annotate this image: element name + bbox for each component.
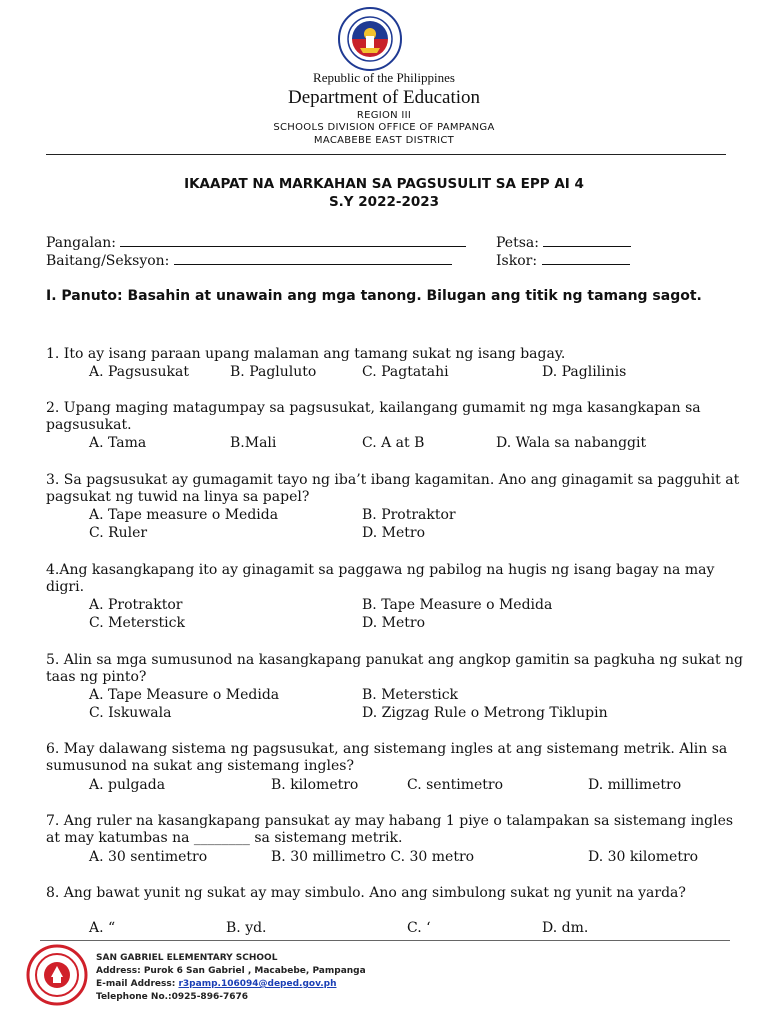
question-1: 1. Ito ay isang paraan upang malaman ang tamang sukat ng isang bagay.: [46, 346, 566, 362]
section-field[interactable]: [46, 252, 452, 269]
district-line: MACABEBE EAST DISTRICT: [313, 135, 455, 146]
q5-option-a[interactable]: A. Tape Measure o Medida: [89, 687, 280, 703]
question-7: 7. Ang ruler na kasangkapang pansukat ay may habang 1 piye o talampakan sa sistemang ingles at may katumbas na ________ sa sistemang metrik.: [46, 813, 734, 846]
instructions: I. Panuto: Basahin at unawain ang mga tanong. Bilugan ang titik ng tamang sagot.: [46, 288, 702, 304]
q3-option-a[interactable]: A. Tape measure o Medida: [89, 507, 279, 523]
footer-email-link[interactable]: r3pamp.106094@deped.gov.ph: [178, 979, 337, 989]
question-2: 2. Upang maging matagumpay sa pagsusukat, kailangang gumamit ng mga kasangkapan sa pagsusukat.: [46, 400, 701, 433]
q1-option-b[interactable]: B. Pagluluto: [230, 364, 317, 380]
q2-option-d[interactable]: D. Wala sa nabanggit: [496, 435, 647, 451]
question-8: 8. Ang bawat yunit ng sukat ay may simbulo. Ano ang simbulong sukat ng yunit na yarda?: [46, 885, 686, 901]
header-divider: [46, 154, 726, 155]
footer-email-row: [96, 979, 337, 989]
date-label: Petsa:: [496, 235, 539, 251]
name-blank[interactable]: [120, 234, 466, 247]
score-blank[interactable]: [542, 252, 630, 265]
section-label: Baitang/Seksyon:: [46, 253, 170, 269]
school-logo-icon: [26, 944, 88, 1006]
name-field[interactable]: [46, 234, 466, 251]
score-field[interactable]: [496, 252, 630, 269]
question-3: 3. Sa pagsusukat ay gumagamit tayo ng iba’t ibang kagamitan. Ano ang ginagamit sa pagguhit at pagsukat ng tuwid na linya sa papel?: [46, 472, 740, 505]
footer-address: Address: Purok 6 San Gabriel , Macabebe, Pampanga: [96, 966, 366, 976]
question-5: 5. Alin sa mga sumusunod na kasangkapang panukat ang angkop gamitin sa pagkuha ng sukat ng taas ng pinto?: [46, 652, 744, 685]
q8-option-b[interactable]: B. yd.: [226, 920, 267, 936]
q4-option-a[interactable]: A. Protraktor: [89, 597, 183, 613]
q4-option-d[interactable]: D. Metro: [362, 615, 425, 631]
footer-school-name: SAN GABRIEL ELEMENTARY SCHOOL: [96, 953, 278, 963]
name-label: Pangalan:: [46, 235, 117, 251]
q6-option-a[interactable]: A. pulgada: [89, 777, 166, 793]
q5-option-c[interactable]: C. Iskuwala: [89, 705, 172, 721]
q7-option-b-c[interactable]: B. 30 millimetro C. 30 metro: [271, 849, 475, 865]
question-6: 6. May dalawang sistema ng pagsusukat, ang sistemang ingles at ang sistemang metrik. Alin sa sumusunod na sukat ang sistemang ingles?: [46, 741, 728, 774]
q3-option-c[interactable]: C. Ruler: [89, 525, 148, 541]
question-4: 4.Ang kasangkapang ito ay ginagamit sa paggawa ng pabilog na hugis ng isang bagay na may digri.: [46, 562, 715, 595]
q1-option-a[interactable]: A. Pagsusukat: [89, 364, 189, 380]
q4-option-c[interactable]: C. Meterstick: [89, 615, 185, 631]
footer-email-label: E-mail Address:: [96, 979, 179, 989]
q3-option-d[interactable]: D. Metro: [362, 525, 425, 541]
q5-option-b[interactable]: B. Meterstick: [362, 687, 459, 703]
footer-divider: [40, 940, 730, 941]
q6-option-d[interactable]: D. millimetro: [588, 777, 682, 793]
q6-option-c[interactable]: C. sentimetro: [407, 777, 504, 793]
sdo-line: SCHOOLS DIVISION OFFICE OF PAMPANGA: [273, 122, 495, 133]
exam-title: IKAAPAT NA MARKAHAN SA PAGSUSULIT SA EPP AI 4: [184, 176, 584, 192]
school-year: S.Y 2022-2023: [328, 194, 440, 210]
date-field[interactable]: [496, 234, 631, 251]
q7-option-d[interactable]: D. 30 kilometro: [588, 849, 699, 865]
q2-option-c[interactable]: C. A at B: [362, 435, 425, 451]
region-line: REGION III: [356, 110, 412, 121]
department-name: Department of Education: [287, 87, 481, 108]
q1-option-d[interactable]: D. Paglilinis: [542, 364, 627, 380]
q2-option-a[interactable]: A. Tama: [89, 435, 147, 451]
score-label: Iskor:: [496, 253, 538, 269]
q8-option-a[interactable]: A. “: [89, 920, 116, 936]
section-blank[interactable]: [174, 252, 452, 265]
deped-seal-icon: [327, 6, 413, 72]
footer-telephone: Telephone No.:0925-896-7676: [96, 992, 249, 1002]
q3-option-b[interactable]: B. Protraktor: [362, 507, 456, 523]
q5-option-d[interactable]: D. Zigzag Rule o Metrong Tiklupin: [362, 705, 608, 721]
q4-option-b[interactable]: B. Tape Measure o Medida: [362, 597, 553, 613]
q8-option-c[interactable]: C. ‘: [407, 920, 431, 936]
q6-option-b[interactable]: B. kilometro: [271, 777, 359, 793]
q2-option-b[interactable]: B.Mali: [230, 435, 277, 451]
q1-option-c[interactable]: C. Pagtatahi: [362, 364, 449, 380]
q8-option-d[interactable]: D. dm.: [542, 920, 589, 936]
q7-option-a[interactable]: A. 30 sentimetro: [89, 849, 208, 865]
date-blank[interactable]: [543, 234, 631, 247]
republic-line: Republic of the Philippines: [313, 70, 455, 85]
